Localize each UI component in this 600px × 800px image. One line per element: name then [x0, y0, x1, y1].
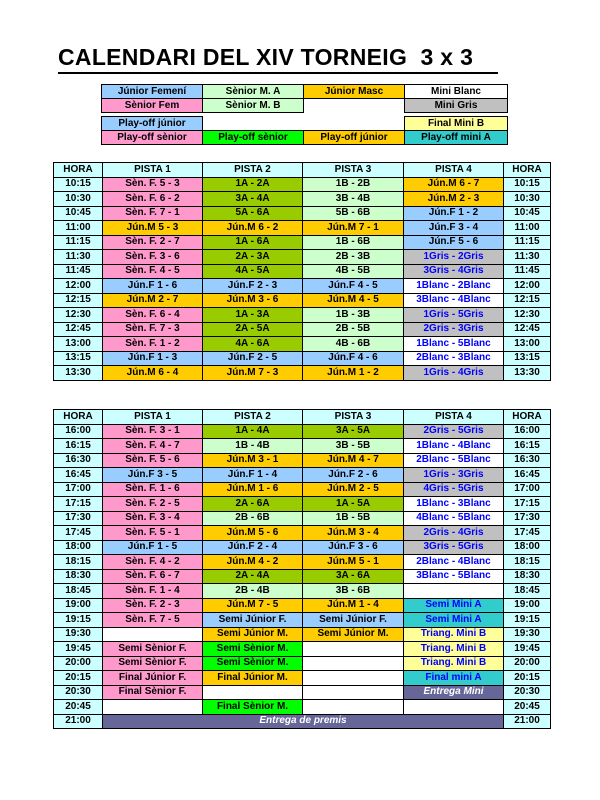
- schedule-morning-table: [53, 162, 551, 381]
- cell-hora-right: 20:30: [504, 685, 551, 700]
- cell-pista-1: Sèn. F. 7 - 5: [103, 613, 203, 628]
- cell-hora-right: 16:30: [504, 453, 551, 468]
- cell-pista-4: 3Gris - 4Gris: [404, 264, 504, 279]
- header-pista-1: PISTA 1: [103, 163, 203, 178]
- cell-hora: 13:00: [54, 337, 103, 352]
- cell-pista-2: Jún.F 2 - 3: [203, 279, 303, 294]
- cell-pista-4: 2Gris - 5Gris: [404, 424, 504, 439]
- cell-pista-4: 2Blanc - 4Blanc: [404, 555, 504, 570]
- cell-pista-1: Sèn. F. 1 - 4: [103, 584, 203, 599]
- cell-hora: 18:15: [54, 555, 103, 570]
- header-hora: HORA: [54, 410, 103, 425]
- cell-pista-3: Jún.F 4 - 5: [303, 279, 404, 294]
- legend-junior-femeni: Júnior Femení: [102, 85, 203, 99]
- page-title: CALENDARI DEL XIV TORNEIG 3 x 3: [58, 44, 498, 74]
- cell-hora-right: 16:45: [504, 468, 551, 483]
- cell-hora-right: 19:30: [504, 627, 551, 642]
- cell-pista-2: Jún.M 3 - 6: [203, 293, 303, 308]
- schedule-row: [54, 671, 551, 686]
- cell-hora: 16:30: [54, 453, 103, 468]
- cell-pista-4: Jún.M 6 - 7: [404, 177, 504, 192]
- cell-pista-3: Jún.M 1 - 2: [303, 366, 404, 381]
- cell-pista-2: 2A - 6A: [203, 497, 303, 512]
- legend-playoff-junior-f: Play-off júnior: [102, 117, 203, 131]
- cell-pista-3: Jún.M 2 - 5: [303, 482, 404, 497]
- cell-pista-1: Sèn. F. 2 - 7: [103, 235, 203, 250]
- cell-pista-1: Sèn. F. 5 - 6: [103, 453, 203, 468]
- cell-pista-4: Jún.F 5 - 6: [404, 235, 504, 250]
- cell-hora-right: 11:15: [504, 235, 551, 250]
- cell-pista-2: 1A - 6A: [203, 235, 303, 250]
- cell-pista-3: 3B - 6B: [303, 584, 404, 599]
- cell-pista-4: Triang. Mini B: [404, 627, 504, 642]
- cell-pista-4: 3Blanc - 5Blanc: [404, 569, 504, 584]
- cell-pista-3: [303, 656, 404, 671]
- cell-hora: 19:00: [54, 598, 103, 613]
- cell-pista-1: Sèn. F. 5 - 1: [103, 526, 203, 541]
- cell-hora-right: 11:30: [504, 250, 551, 265]
- cell-pista-2: 4A - 6A: [203, 337, 303, 352]
- schedule-row: [54, 613, 551, 628]
- schedule-row: [54, 555, 551, 570]
- legend-senior-m-b: Sènior M. B: [203, 99, 304, 113]
- cell-hora-right: 17:15: [504, 497, 551, 512]
- cell-pista-4: Semi Mini A: [404, 613, 504, 628]
- cell-pista-2: Jún.M 1 - 6: [203, 482, 303, 497]
- cell-pista-2: Jún.M 5 - 6: [203, 526, 303, 541]
- cell-pista-1: Sèn. F. 4 - 2: [103, 555, 203, 570]
- cell-hora: 18:30: [54, 569, 103, 584]
- cell-hora: 10:30: [54, 192, 103, 207]
- schedule-row: [54, 192, 551, 207]
- cell-pista-2: 3A - 4A: [203, 192, 303, 207]
- cell-pista-2: Semi Sènior M.: [203, 656, 303, 671]
- cell-pista-2: 2A - 3A: [203, 250, 303, 265]
- cell-pista-2: Jún.M 7 - 5: [203, 598, 303, 613]
- cell-pista-2: 2A - 4A: [203, 569, 303, 584]
- cell-pista-1: Sèn. F. 4 - 5: [103, 264, 203, 279]
- cell-pista-1: Sèn. F. 7 - 3: [103, 322, 203, 337]
- cell-pista-2: Final Júnior M.: [203, 671, 303, 686]
- cell-pista-3: 4B - 5B: [303, 264, 404, 279]
- cell-hora: 20:30: [54, 685, 103, 700]
- cell-pista-3: 1B - 6B: [303, 235, 404, 250]
- cell-hora-right: 19:00: [504, 598, 551, 613]
- schedule-row: [54, 366, 551, 381]
- cell-pista-3: Jún.F 2 - 6: [303, 468, 404, 483]
- cell-hora: 12:00: [54, 279, 103, 294]
- cell-pista-3: Jún.M 7 - 1: [303, 221, 404, 236]
- legend-senior-m-a: Sènior M. A: [203, 85, 304, 99]
- header-pista-2: PISTA 2: [203, 410, 303, 425]
- cell-pista-2: Jún.F 2 - 4: [203, 540, 303, 555]
- legend-senior-fem: Sènior Fem: [102, 99, 203, 113]
- cell-pista-2: 2A - 5A: [203, 322, 303, 337]
- schedule-row: [54, 700, 551, 715]
- header-hora-right: HORA: [504, 163, 551, 178]
- cell-hora: 18:00: [54, 540, 103, 555]
- legend-mini-gris: Mini Gris: [405, 99, 508, 113]
- schedule-row: [54, 279, 551, 294]
- cell-pista-4: 4Blanc - 5Blanc: [404, 511, 504, 526]
- schedule-row: [54, 177, 551, 192]
- cell-hora: 17:45: [54, 526, 103, 541]
- cell-pista-1: Sèn. F. 7 - 1: [103, 206, 203, 221]
- header-pista-3: PISTA 3: [303, 163, 404, 178]
- legend-gap: [304, 99, 405, 113]
- cell-pista-2: [203, 685, 303, 700]
- cell-hora-right: 20:45: [504, 700, 551, 715]
- cell-hora: 17:15: [54, 497, 103, 512]
- cell-pista-3: 1A - 5A: [303, 497, 404, 512]
- cell-pista-1: Jún.F 1 - 6: [103, 279, 203, 294]
- header-pista-1: PISTA 1: [103, 410, 203, 425]
- cell-pista-3: 5B - 6B: [303, 206, 404, 221]
- cell-pista-2: Jún.F 1 - 4: [203, 468, 303, 483]
- cell-pista-1: Sèn. F. 3 - 1: [103, 424, 203, 439]
- cell-pista-4: 3Gris - 5Gris: [404, 540, 504, 555]
- cell-pista-2: 4A - 5A: [203, 264, 303, 279]
- cell-hora-right: 18:45: [504, 584, 551, 599]
- cell-pista-2: 1A - 2A: [203, 177, 303, 192]
- closing-row: [54, 714, 551, 729]
- cell-pista-3: 4B - 6B: [303, 337, 404, 352]
- cell-pista-1: Sèn. F. 2 - 3: [103, 598, 203, 613]
- cell-hora-right: 17:00: [504, 482, 551, 497]
- schedule-row: [54, 308, 551, 323]
- cell-pista-3: 3B - 5B: [303, 439, 404, 454]
- cell-pista-4: [404, 700, 504, 715]
- cell-hora-right: 12:30: [504, 308, 551, 323]
- cell-pista-2: Jún.M 4 - 2: [203, 555, 303, 570]
- legend-playoff-junior-m: Play-off júnior: [304, 131, 405, 145]
- cell-pista-3: 1B - 3B: [303, 308, 404, 323]
- cell-pista-3: 3A - 6A: [303, 569, 404, 584]
- cell-pista-4: Semi Mini A: [404, 598, 504, 613]
- cell-pista-1: [103, 627, 203, 642]
- legend-table: [101, 84, 508, 145]
- schedule-row: [54, 497, 551, 512]
- cell-pista-4: 1Blanc - 3Blanc: [404, 497, 504, 512]
- cell-pista-4: 1Gris - 3Gris: [404, 468, 504, 483]
- cell-pista-3: Jún.F 4 - 6: [303, 351, 404, 366]
- cell-hora-right: 18:15: [504, 555, 551, 570]
- cell-hora: 18:45: [54, 584, 103, 599]
- cell-pista-4: 1Blanc - 2Blanc: [404, 279, 504, 294]
- cell-pista-2: 2B - 4B: [203, 584, 303, 599]
- cell-pista-2: Jún.M 7 - 3: [203, 366, 303, 381]
- cell-pista-4: 1Gris - 2Gris: [404, 250, 504, 265]
- cell-pista-2: 5A - 6A: [203, 206, 303, 221]
- schedule-row: [54, 439, 551, 454]
- schedule-row: [54, 482, 551, 497]
- cell-pista-1: Jún.M 2 - 7: [103, 293, 203, 308]
- cell-pista-1: Jún.F 1 - 3: [103, 351, 203, 366]
- legend-playoff-senior-m: Play-off sènior: [203, 131, 304, 145]
- schedule-afternoon-table: [53, 409, 551, 729]
- cell-hora: 20:00: [54, 656, 103, 671]
- cell-pista-1: Sèn. F. 4 - 7: [103, 439, 203, 454]
- cell-pista-4: 2Blanc - 5Blanc: [404, 453, 504, 468]
- schedule-row: [54, 337, 551, 352]
- schedule-row: [54, 642, 551, 657]
- cell-pista-1: Final Júnior F.: [103, 671, 203, 686]
- cell-hora: 17:00: [54, 482, 103, 497]
- cell-hora-right: 10:30: [504, 192, 551, 207]
- schedule-row: [54, 627, 551, 642]
- cell-hora: 11:15: [54, 235, 103, 250]
- legend-playoff-senior-f: Play-off sènior: [102, 131, 203, 145]
- header-pista-2: PISTA 2: [203, 163, 303, 178]
- cell-hora-right: 13:00: [504, 337, 551, 352]
- cell-hora: 21:00: [54, 714, 103, 729]
- cell-pista-3: [303, 685, 404, 700]
- cell-pista-4: 2Gris - 4Gris: [404, 526, 504, 541]
- schedule-row: [54, 293, 551, 308]
- cell-pista-1: Sèn. F. 2 - 5: [103, 497, 203, 512]
- cell-hora-right: 11:45: [504, 264, 551, 279]
- cell-hora-right: 11:00: [504, 221, 551, 236]
- header-hora-right: HORA: [504, 410, 551, 425]
- cell-hora-right: 20:00: [504, 656, 551, 671]
- cell-pista-2: 2B - 6B: [203, 511, 303, 526]
- cell-pista-3: Jún.M 4 - 7: [303, 453, 404, 468]
- cell-pista-3: 2B - 5B: [303, 322, 404, 337]
- cell-pista-3: 2B - 3B: [303, 250, 404, 265]
- cell-hora: 20:45: [54, 700, 103, 715]
- cell-pista-4: Triang. Mini B: [404, 642, 504, 657]
- cell-hora-right: 18:00: [504, 540, 551, 555]
- cell-hora: 16:45: [54, 468, 103, 483]
- header-pista-4: PISTA 4: [404, 163, 504, 178]
- schedule-row: [54, 235, 551, 250]
- cell-pista-4: 1Blanc - 5Blanc: [404, 337, 504, 352]
- cell-hora: 10:45: [54, 206, 103, 221]
- cell-hora: 13:15: [54, 351, 103, 366]
- cell-hora-right: 20:15: [504, 671, 551, 686]
- cell-pista-1: Jún.F 1 - 5: [103, 540, 203, 555]
- cell-hora-right: 13:30: [504, 366, 551, 381]
- cell-hora-right: 10:45: [504, 206, 551, 221]
- cell-pista-4: 1Gris - 4Gris: [404, 366, 504, 381]
- cell-pista-3: [303, 671, 404, 686]
- cell-pista-3: Jún.M 3 - 4: [303, 526, 404, 541]
- cell-hora: 12:15: [54, 293, 103, 308]
- header-pista-4: PISTA 4: [404, 410, 504, 425]
- cell-pista-3: [303, 642, 404, 657]
- cell-pista-2: Jún.F 2 - 5: [203, 351, 303, 366]
- schedule-row: [54, 453, 551, 468]
- cell-pista-3: Jún.M 1 - 4: [303, 598, 404, 613]
- schedule-row: [54, 569, 551, 584]
- cell-pista-3: 3A - 5A: [303, 424, 404, 439]
- schedule-row: [54, 424, 551, 439]
- cell-pista-1: Sèn. F. 3 - 6: [103, 250, 203, 265]
- schedule-row: [54, 206, 551, 221]
- cell-hora: 20:15: [54, 671, 103, 686]
- cell-pista-1: Sèn. F. 6 - 7: [103, 569, 203, 584]
- cell-pista-4: 2Blanc - 3Blanc: [404, 351, 504, 366]
- cell-pista-1: [103, 700, 203, 715]
- schedule-row: [54, 598, 551, 613]
- cell-pista-1: Semi Sènior F.: [103, 642, 203, 657]
- cell-hora-right: 12:00: [504, 279, 551, 294]
- cell-hora-right: 12:15: [504, 293, 551, 308]
- cell-hora: 13:30: [54, 366, 103, 381]
- cell-pista-3: Jún.M 5 - 1: [303, 555, 404, 570]
- cell-pista-3: Jún.M 4 - 5: [303, 293, 404, 308]
- cell-hora-right: 16:00: [504, 424, 551, 439]
- cell-hora-right: 19:45: [504, 642, 551, 657]
- cell-hora-right: 13:15: [504, 351, 551, 366]
- cell-hora: 11:00: [54, 221, 103, 236]
- schedule-row: [54, 584, 551, 599]
- header-hora: HORA: [54, 163, 103, 178]
- schedule-row: [54, 468, 551, 483]
- schedule-row: [54, 264, 551, 279]
- cell-hora-right: 17:30: [504, 511, 551, 526]
- cell-pista-4: 4Gris - 5Gris: [404, 482, 504, 497]
- cell-pista-1: Semi Sènior F.: [103, 656, 203, 671]
- schedule-row: [54, 540, 551, 555]
- cell-pista-4: [404, 584, 504, 599]
- cell-pista-2: 1A - 3A: [203, 308, 303, 323]
- cell-pista-3: Semi Júnior F.: [303, 613, 404, 628]
- cell-hora-right: 18:30: [504, 569, 551, 584]
- cell-hora-right: 16:15: [504, 439, 551, 454]
- cell-hora: 16:15: [54, 439, 103, 454]
- cell-hora: 19:45: [54, 642, 103, 657]
- cell-pista-1: Sèn. F. 1 - 6: [103, 482, 203, 497]
- cell-pista-2: 1A - 4A: [203, 424, 303, 439]
- cell-hora: 17:30: [54, 511, 103, 526]
- cell-pista-2: Final Sènior M.: [203, 700, 303, 715]
- cell-pista-1: Sèn. F. 1 - 2: [103, 337, 203, 352]
- cell-pista-4: 2Gris - 3Gris: [404, 322, 504, 337]
- schedule-row: [54, 526, 551, 541]
- cell-pista-4: 1Gris - 5Gris: [404, 308, 504, 323]
- cell-hora: 10:15: [54, 177, 103, 192]
- cell-hora-right: 21:00: [504, 714, 551, 729]
- entrega-de-premis: Entrega de premis: [103, 714, 504, 729]
- cell-hora: 19:30: [54, 627, 103, 642]
- cell-pista-2: Jún.M 6 - 2: [203, 221, 303, 236]
- header-pista-3: PISTA 3: [303, 410, 404, 425]
- legend-final-mini-b: Final Mini B: [405, 117, 508, 131]
- cell-pista-1: Sèn. F. 3 - 4: [103, 511, 203, 526]
- cell-hora: 11:45: [54, 264, 103, 279]
- cell-hora: 12:30: [54, 308, 103, 323]
- cell-pista-1: Sèn. F. 5 - 3: [103, 177, 203, 192]
- cell-pista-1: Jún.F 3 - 5: [103, 468, 203, 483]
- schedule-row: [54, 351, 551, 366]
- cell-pista-4: Entrega Mini: [404, 685, 504, 700]
- cell-pista-4: Jún.F 3 - 4: [404, 221, 504, 236]
- legend-mini-blanc: Mini Blanc: [405, 85, 508, 99]
- schedule-row: [54, 322, 551, 337]
- cell-pista-3: 1B - 2B: [303, 177, 404, 192]
- cell-hora-right: 12:45: [504, 322, 551, 337]
- cell-pista-4: 3Blanc - 4Blanc: [404, 293, 504, 308]
- cell-hora: 16:00: [54, 424, 103, 439]
- legend-junior-masc: Júnior Masc: [304, 85, 405, 99]
- cell-pista-3: Semi Júnior M.: [303, 627, 404, 642]
- cell-pista-2: Semi Sènior M.: [203, 642, 303, 657]
- header-row: [54, 163, 551, 178]
- cell-pista-4: Final mini A: [404, 671, 504, 686]
- cell-pista-4: Triang. Mini B: [404, 656, 504, 671]
- schedule-row: [54, 656, 551, 671]
- cell-pista-2: Semi Júnior F.: [203, 613, 303, 628]
- cell-hora: 11:30: [54, 250, 103, 265]
- header-row: [54, 410, 551, 425]
- cell-pista-3: [303, 700, 404, 715]
- cell-hora-right: 10:15: [504, 177, 551, 192]
- cell-pista-1: Sèn. F. 6 - 4: [103, 308, 203, 323]
- cell-hora-right: 17:45: [504, 526, 551, 541]
- cell-pista-2: Semi Júnior M.: [203, 627, 303, 642]
- schedule-row: [54, 685, 551, 700]
- cell-hora-right: 19:15: [504, 613, 551, 628]
- legend-playoff-mini-a: Play-off mini A: [405, 131, 508, 145]
- cell-pista-2: 1B - 4B: [203, 439, 303, 454]
- cell-pista-4: Jún.F 1 - 2: [404, 206, 504, 221]
- cell-hora: 12:45: [54, 322, 103, 337]
- cell-pista-1: Jún.M 5 - 3: [103, 221, 203, 236]
- cell-pista-4: Jún.M 2 - 3: [404, 192, 504, 207]
- cell-pista-1: Final Sènior F.: [103, 685, 203, 700]
- schedule-row: [54, 511, 551, 526]
- cell-pista-1: Sèn. F. 6 - 2: [103, 192, 203, 207]
- schedule-row: [54, 250, 551, 265]
- cell-pista-3: 1B - 5B: [303, 511, 404, 526]
- cell-pista-3: Jún.F 3 - 6: [303, 540, 404, 555]
- cell-pista-1: Jún.M 6 - 4: [103, 366, 203, 381]
- cell-pista-3: 3B - 4B: [303, 192, 404, 207]
- schedule-row: [54, 221, 551, 236]
- cell-pista-4: 1Blanc - 4Blanc: [404, 439, 504, 454]
- cell-pista-2: Jún.M 3 - 1: [203, 453, 303, 468]
- cell-hora: 19:15: [54, 613, 103, 628]
